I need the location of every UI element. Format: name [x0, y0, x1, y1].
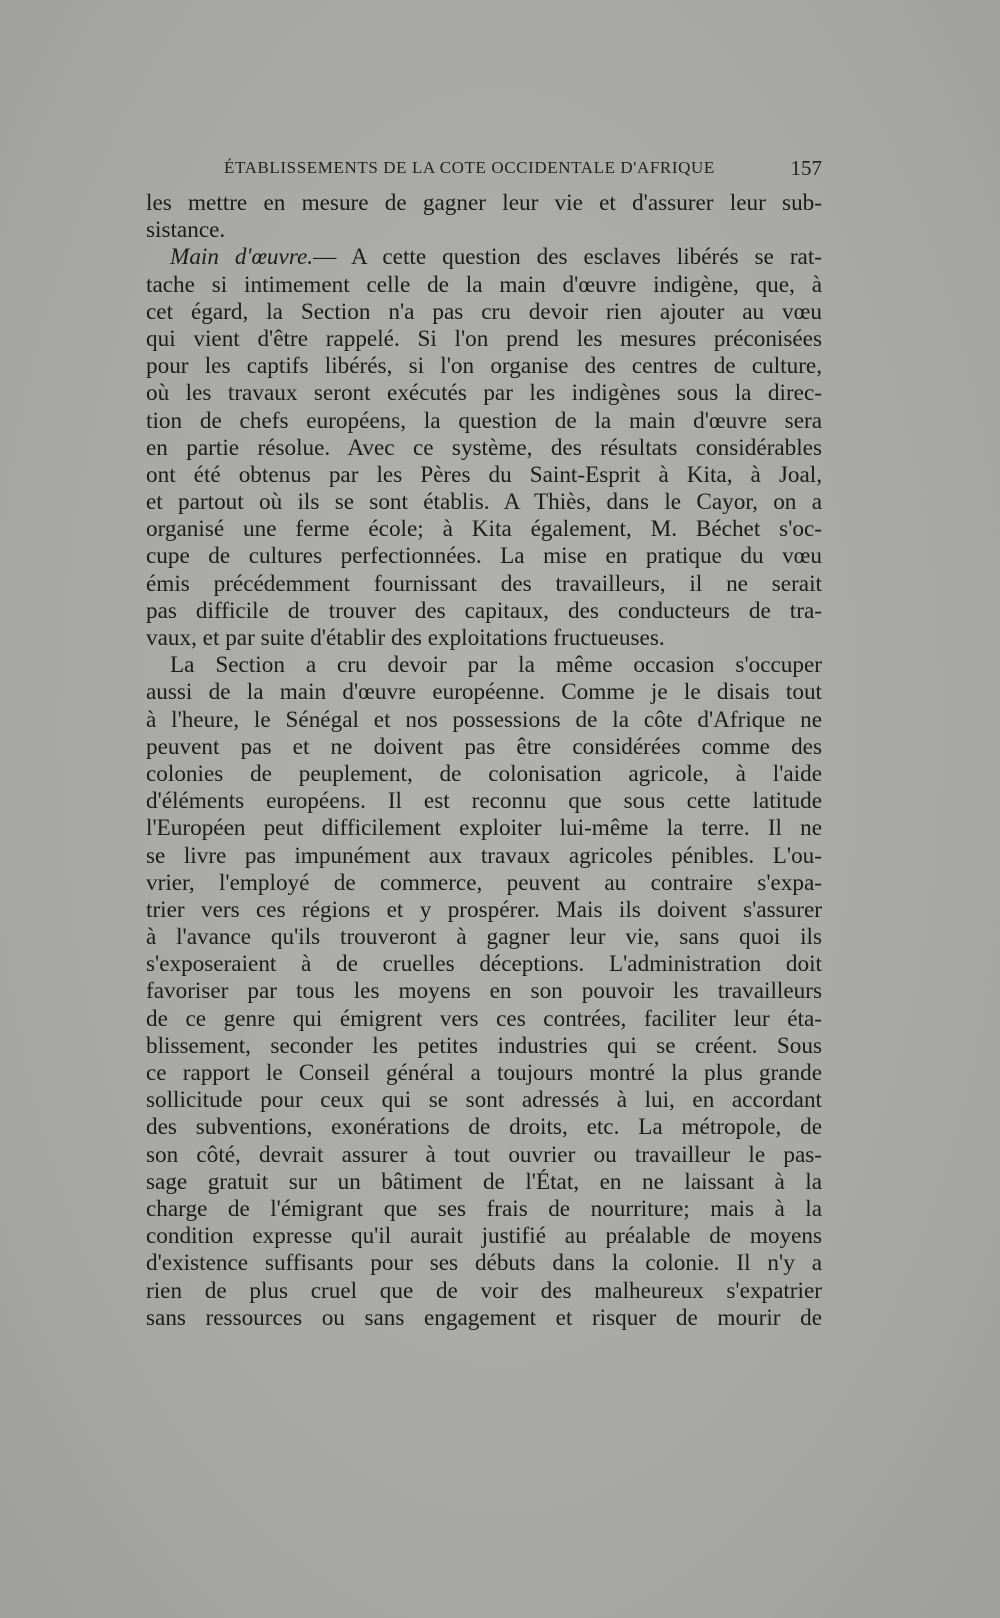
text-line-section-start — [146, 244, 822, 271]
text-line: sans ressources ou sans engagement et risquer de mourir de — [146, 1304, 822, 1331]
text-line: favoriser par tous les moyens en son pouvoir les travailleurs — [146, 978, 822, 1005]
text-line: l'Européen peut difficilement exploiter lui-même la terre. Il ne — [146, 815, 822, 842]
text-line: vrier, l'employé de commerce, peuvent au contraire s'expa- — [146, 869, 822, 896]
text-line: colonies de peuplement, de colonisation agricole, à l'aide — [146, 760, 822, 787]
running-header — [224, 158, 822, 184]
text-line: trier vers ces régions et y prospérer. Mais ils doivent s'assurer — [146, 896, 822, 923]
text-line: à l'avance qu'ils trouveront à gagner leur vie, sans quoi ils — [146, 924, 822, 951]
text-line: les mettre en mesure de gagner leur vie et d'assurer leur sub- — [146, 190, 822, 216]
text-line: sage gratuit sur un bâtiment de l'État, en ne laissant à la — [146, 1168, 822, 1195]
text-line: s'exposeraient à de cruelles déceptions. L'administration doit — [146, 951, 822, 978]
text-line-rest: — A cette question des esclaves libérés se rat- — [313, 244, 822, 271]
body-text — [146, 190, 822, 1332]
text-line: en partie résolue. Avec ce système, des résultats considérables — [146, 434, 822, 461]
text-line: et partout où ils se sont établis. A Thiès, dans le Cayor, on a — [146, 489, 822, 516]
text-line: d'existence suffisants pour ses débuts dans la colonie. Il n'y a — [146, 1250, 822, 1277]
text-line: condition expresse qu'il aurait justifié au préalable de moyens — [146, 1223, 822, 1250]
text-line: tion de chefs européens, la question de la main d'œuvre sera — [146, 407, 822, 434]
text-line: d'éléments européens. Il est reconnu que sous cette latitude — [146, 788, 822, 815]
text-line: pour les captifs libérés, si l'on organise des centres de culture, — [146, 353, 822, 380]
text-line: peuvent pas et ne doivent pas être considérées comme des — [146, 733, 822, 760]
text-line: pas difficile de trouver des capitaux, des conducteurs de tra- — [146, 597, 822, 624]
text-line: émis précédemment fournissant des travailleurs, il ne serait — [146, 570, 822, 597]
text-line: qui vient d'être rappelé. Si l'on prend les mesures préconisées — [146, 325, 822, 352]
text-line: rien de plus cruel que de voir des malheureux s'expatrier — [146, 1277, 822, 1304]
text-line: son côté, devrait assurer à tout ouvrier ou travailleur le pas- — [146, 1141, 822, 1168]
page-number: 157 — [790, 156, 822, 180]
text-line: des subventions, exonérations de droits, etc. La métropole, de — [146, 1114, 822, 1141]
text-line: charge de l'émigrant que ses frais de nourriture; mais à la — [146, 1195, 822, 1222]
text-line: cet égard, la Section n'a pas cru devoir rien ajouter au vœu — [146, 298, 822, 325]
text-line: tache si intimement celle de la main d'œuvre indigène, que, à — [146, 271, 822, 298]
text-line: de ce genre qui émigrent vers ces contrées, faciliter leur éta- — [146, 1005, 822, 1032]
section-heading-italic: Main d'œuvre. — [170, 244, 314, 271]
text-line: blissement, seconder les petites industries qui se créent. Sous — [146, 1032, 822, 1059]
text-line: à l'heure, le Sénégal et nos possessions de la côte d'Afrique ne — [146, 706, 822, 733]
text-line: aussi de la main d'œuvre européenne. Comme je le disais tout — [146, 679, 822, 706]
text-line: organisé une ferme école; à Kita également, M. Béchet s'oc- — [146, 516, 822, 543]
text-line: où les travaux seront exécutés par les indigènes sous la direc- — [146, 380, 822, 407]
text-line: sistance. — [146, 217, 226, 244]
text-line: ce rapport le Conseil général a toujours montré la plus grande — [146, 1060, 822, 1086]
text-line: La Section a cru devoir par la même occasion s'occuper — [170, 652, 822, 679]
text-line: sollicitude pour ceux qui se sont adressés à lui, en accordant — [146, 1087, 822, 1114]
running-title: ÉTABLISSEMENTS DE LA COTE OCCIDENTALE D'AFRIQUE — [224, 158, 715, 177]
text-line: se livre pas impunément aux travaux agricoles pénibles. L'ou- — [146, 842, 822, 869]
text-line: vaux, et par suite d'établir des exploitations fructueuses. — [146, 625, 665, 651]
text-line: ont été obtenus par les Pères du Saint-Esprit à Kita, à Joal, — [146, 461, 822, 488]
text-line: cupe de cultures perfectionnées. La mise en pratique du vœu — [146, 543, 822, 570]
